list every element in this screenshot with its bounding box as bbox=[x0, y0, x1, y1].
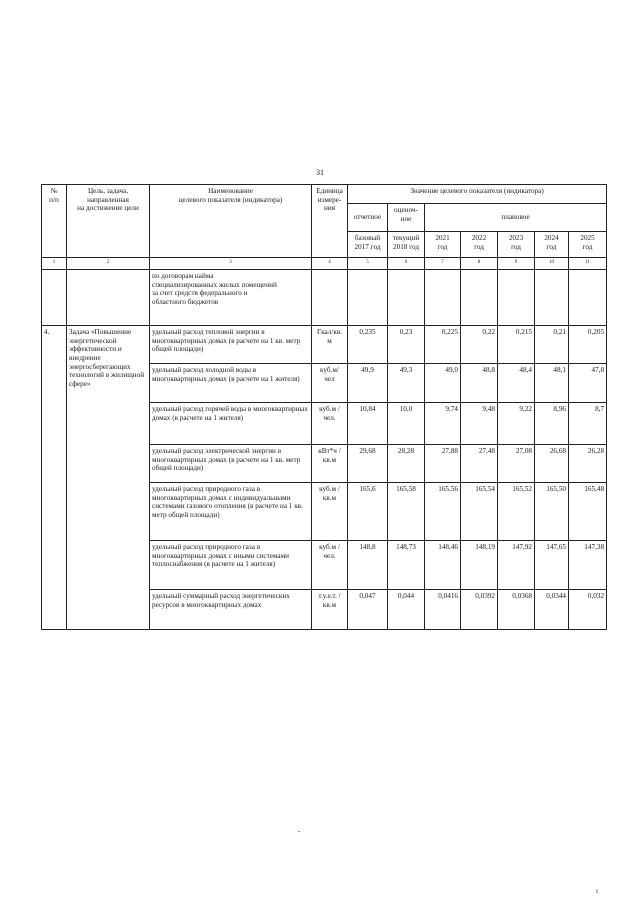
value-2024: 0,0344 bbox=[535, 590, 569, 630]
indicator-unit: кВт*ч / кв.м bbox=[312, 445, 348, 483]
header-estimated: оценоч- ное bbox=[388, 204, 425, 232]
indicator-name: удельный расход холодной воды в многоквартирных домах (в расчете на 1 жителя) bbox=[150, 364, 312, 403]
value-2023: 165,52 bbox=[498, 483, 535, 541]
value-2025: 8,7 bbox=[569, 403, 607, 445]
header-num: № п/п bbox=[42, 185, 67, 258]
header-planned: плановое bbox=[425, 204, 607, 232]
column-index: 10 bbox=[535, 258, 569, 270]
column-index: 4 bbox=[312, 258, 348, 270]
value-2023: 48,4 bbox=[498, 364, 535, 403]
value-2025: 26,28 bbox=[569, 445, 607, 483]
indicator-unit: куб.м / чел. bbox=[312, 403, 348, 445]
value-2024: 8,96 bbox=[535, 403, 569, 445]
column-index: 2 bbox=[67, 258, 150, 270]
value-2022: 27,48 bbox=[461, 445, 498, 483]
value-current-2018: 0,23 bbox=[388, 326, 425, 364]
value-2025: 0,032 bbox=[569, 590, 607, 630]
scan-mark: ı bbox=[596, 887, 598, 895]
value-2024: 26,68 bbox=[535, 445, 569, 483]
column-index: 9 bbox=[498, 258, 535, 270]
value-2022: 48,8 bbox=[461, 364, 498, 403]
value-2025: 165,48 bbox=[569, 483, 607, 541]
indicator-unit: Гкал/кв. м bbox=[312, 326, 348, 364]
column-index-row bbox=[42, 258, 607, 270]
value-2021: 27,88 bbox=[425, 445, 461, 483]
value-2021: 165,56 bbox=[425, 483, 461, 541]
value-2021: 0,225 bbox=[425, 326, 461, 364]
header-base-year: базовый 2017 год bbox=[348, 232, 388, 258]
value-2025: 0,205 bbox=[569, 326, 607, 364]
header-year-2021: 2021 год bbox=[425, 232, 461, 258]
header-goal: Цель, задача, направленная на достижение цели bbox=[67, 185, 150, 258]
value-2021: 148,46 bbox=[425, 541, 461, 590]
indicator-name: удельный расход тепловой энергии в многоквартирных домах (в расчете на 1 кв. метр общей площади) bbox=[150, 326, 312, 364]
value-2022: 9,48 bbox=[461, 403, 498, 445]
value-base-2017: 10,84 bbox=[348, 403, 388, 445]
indicator-name: удельный суммарный расход энергетических ресурсов в многоквартирных домах bbox=[150, 590, 312, 630]
value-2021: 49,0 bbox=[425, 364, 461, 403]
value-base-2017: 0,047 bbox=[348, 590, 388, 630]
column-index: 7 bbox=[425, 258, 461, 270]
value-current-2018: 148,73 bbox=[388, 541, 425, 590]
value-2021: 9,74 bbox=[425, 403, 461, 445]
indicator-unit: куб.м/ чел bbox=[312, 364, 348, 403]
table-row bbox=[42, 326, 607, 364]
value-2023: 27,08 bbox=[498, 445, 535, 483]
value-2024: 147,65 bbox=[535, 541, 569, 590]
header-year-2022: 2022 год bbox=[461, 232, 498, 258]
value-2022: 148,19 bbox=[461, 541, 498, 590]
value-base-2017: 148,8 bbox=[348, 541, 388, 590]
continuation-text: по договорам найма специализированных жилых помещений за счет средств федерального и областного бюджетов bbox=[150, 270, 312, 326]
value-base-2017: 165,6 bbox=[348, 483, 388, 541]
value-base-2017: 0,235 bbox=[348, 326, 388, 364]
value-current-2018: 28,28 bbox=[388, 445, 425, 483]
indicator-table bbox=[41, 184, 607, 630]
header-year-2023: 2023 год bbox=[498, 232, 535, 258]
value-2023: 0,0368 bbox=[498, 590, 535, 630]
indicator-unit: куб.м / чел. bbox=[312, 541, 348, 590]
scan-mark: - bbox=[298, 827, 301, 835]
indicator-name: удельный расход природного газа в многоквартирных домах с иными системами теплоснабжения (в расчете на 1 жителя) bbox=[150, 541, 312, 590]
section-number: 4. bbox=[42, 326, 67, 630]
indicator-name: удельный расход горячей воды в многоквартирных домах (в расчете на 1 жителя) bbox=[150, 403, 312, 445]
value-current-2018: 10,0 bbox=[388, 403, 425, 445]
column-index: 1 bbox=[42, 258, 67, 270]
value-current-2018: 0,044 bbox=[388, 590, 425, 630]
value-current-2018: 49,3 bbox=[388, 364, 425, 403]
header-value-group: Значение целевого показателя (индикатора) bbox=[348, 185, 607, 204]
column-index: 5 bbox=[348, 258, 388, 270]
column-index: 3 bbox=[150, 258, 312, 270]
indicator-name: удельный расход электрической энергии в многоквартирных домах (в расчете на 1 кв. метр общей площади) bbox=[150, 445, 312, 483]
page-number: 31 bbox=[316, 168, 324, 177]
section-goal: Задача «Повышение энергетической эффективности и внедрение энергосберегающих технологий в жилищной сфере» bbox=[67, 326, 150, 630]
value-2024: 165,50 bbox=[535, 483, 569, 541]
header-year-2025: 2025 год bbox=[569, 232, 607, 258]
column-index: 8 bbox=[461, 258, 498, 270]
indicator-name: удельный расход природного газа в многоквартирных домах с индивидуальными системами газового отопления (в расчете на 1 кв. метр общей площади) bbox=[150, 483, 312, 541]
header-indicator-name: Наименование целевого показателя (индикатора) bbox=[150, 185, 312, 258]
value-2023: 147,92 bbox=[498, 541, 535, 590]
value-2023: 9,22 bbox=[498, 403, 535, 445]
header-reported: отчетное bbox=[348, 204, 388, 232]
value-2025: 147,38 bbox=[569, 541, 607, 590]
value-2022: 0,22 bbox=[461, 326, 498, 364]
header-current-year: текущий 2018 год bbox=[388, 232, 425, 258]
continuation-row bbox=[42, 270, 607, 326]
indicator-unit: т.у.е.т. / кв.м bbox=[312, 590, 348, 630]
value-2024: 48,1 bbox=[535, 364, 569, 403]
value-2025: 47,8 bbox=[569, 364, 607, 403]
value-2021: 0,0416 bbox=[425, 590, 461, 630]
value-base-2017: 29,68 bbox=[348, 445, 388, 483]
value-2022: 165,54 bbox=[461, 483, 498, 541]
column-index: 6 bbox=[388, 258, 425, 270]
value-current-2018: 165,58 bbox=[388, 483, 425, 541]
header-year-2024: 2024 год bbox=[535, 232, 569, 258]
header-unit: Единица измере- ния bbox=[312, 185, 348, 258]
value-2024: 0,21 bbox=[535, 326, 569, 364]
value-base-2017: 49,9 bbox=[348, 364, 388, 403]
value-2022: 0,0392 bbox=[461, 590, 498, 630]
column-index: 11 bbox=[569, 258, 607, 270]
value-2023: 0,215 bbox=[498, 326, 535, 364]
indicator-unit: куб.м / кв.м bbox=[312, 483, 348, 541]
